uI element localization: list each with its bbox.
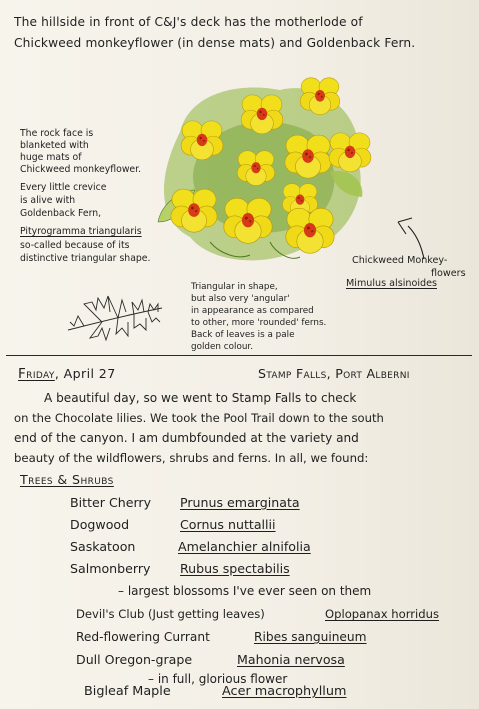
plant-common-name: Saskatoon <box>70 539 136 554</box>
entry-date: , April 27 <box>54 366 116 381</box>
rock-note-line-10: distinctive triangular shape. <box>20 253 151 264</box>
plant-latin-name: Prunus emarginata <box>180 495 300 510</box>
rock-note-line-7: Goldenback Fern, <box>20 208 102 219</box>
flower-caption-common-b: flowers <box>431 268 466 279</box>
narrative-line-2: on the Chocolate lilies. We took the Pool Trail down to the south <box>14 411 384 425</box>
rock-note-line-1: The rock face is <box>20 128 94 139</box>
plant-latin-name: Rubus spectabilis <box>180 561 290 576</box>
rock-note-line-5: Every little crevice <box>20 182 107 193</box>
plant-latin-name: Cornus nuttallii <box>180 517 276 532</box>
plant-latin-name: Amelanchier alnifolia <box>178 539 311 554</box>
intro-line-1: The hillside in front of C&J's deck has the motherlode of <box>14 15 363 29</box>
rock-note-line-2: blanketed with <box>20 140 89 151</box>
plant-note: – in full, glorious flower <box>148 672 288 686</box>
rock-note-line-9: so-called because of its <box>20 240 130 251</box>
plant-common-name: Red-flowering Currant <box>76 630 210 644</box>
fern-latin-name: Pityrogramma triangularis <box>20 226 142 237</box>
flower-caption-latin: Mimulus alsinoides <box>346 278 437 289</box>
plant-common-name: Dogwood <box>70 517 130 532</box>
plant-common-name: Bitter Cherry <box>70 495 152 510</box>
plant-common-name: Dull Oregon-grape <box>76 652 193 667</box>
plant-common-name: Devil's Club (Just getting leaves) <box>76 607 265 621</box>
fern-note-line-2: but also very 'angular' <box>191 294 290 304</box>
flower-caption-common-a: Chickweed Monkey- <box>352 255 448 266</box>
entry-day-label: Friday <box>18 366 55 382</box>
fern-note-line-5: Back of leaves is a pale <box>191 330 295 340</box>
section-heading-trees-shrubs: Trees & Shrubs <box>20 472 114 487</box>
entry-place: Stamp Falls, Port Alberni <box>258 366 410 381</box>
narrative-line-3: end of the canyon. I am dumbfounded at the variety and <box>14 431 359 445</box>
plant-note: – largest blossoms I've ever seen on them <box>118 584 372 598</box>
rock-note-line-6: is alive with <box>20 195 76 206</box>
monkeyflower-painting-icon <box>150 72 372 272</box>
plant-common-name: Bigleaf Maple <box>84 684 171 699</box>
plant-latin-name: Ribes sanguineum <box>254 630 367 644</box>
fern-note-line-1: Triangular in shape, <box>191 282 278 292</box>
plant-latin-name: Acer macrophyllum <box>222 684 347 699</box>
fern-note-line-6: golden colour. <box>191 342 254 352</box>
plant-latin-name: Oplopanax horridus <box>325 607 440 621</box>
fern-sketch-icon <box>62 282 172 344</box>
fern-note-line-3: in appearance as compared <box>191 306 314 316</box>
intro-line-2: Chickweed monkeyflower (in dense mats) and Goldenback Fern. <box>14 36 416 50</box>
fern-note-line-4: to other, more 'rounded' ferns. <box>191 318 327 328</box>
entry-day <box>18 366 116 382</box>
section-divider <box>6 355 472 356</box>
rock-note-line-4: Chickweed monkeyflower. <box>20 164 142 175</box>
rock-note-line-3: huge mats of <box>20 152 82 163</box>
narrative-line-1: A beautiful day, so we went to Stamp Falls to check <box>44 391 357 405</box>
plant-latin-name: Mahonia nervosa <box>237 652 345 667</box>
plant-common-name: Salmonberry <box>70 561 151 576</box>
narrative-line-4: beauty of the wildflowers, shrubs and ferns. In all, we found: <box>14 451 369 465</box>
